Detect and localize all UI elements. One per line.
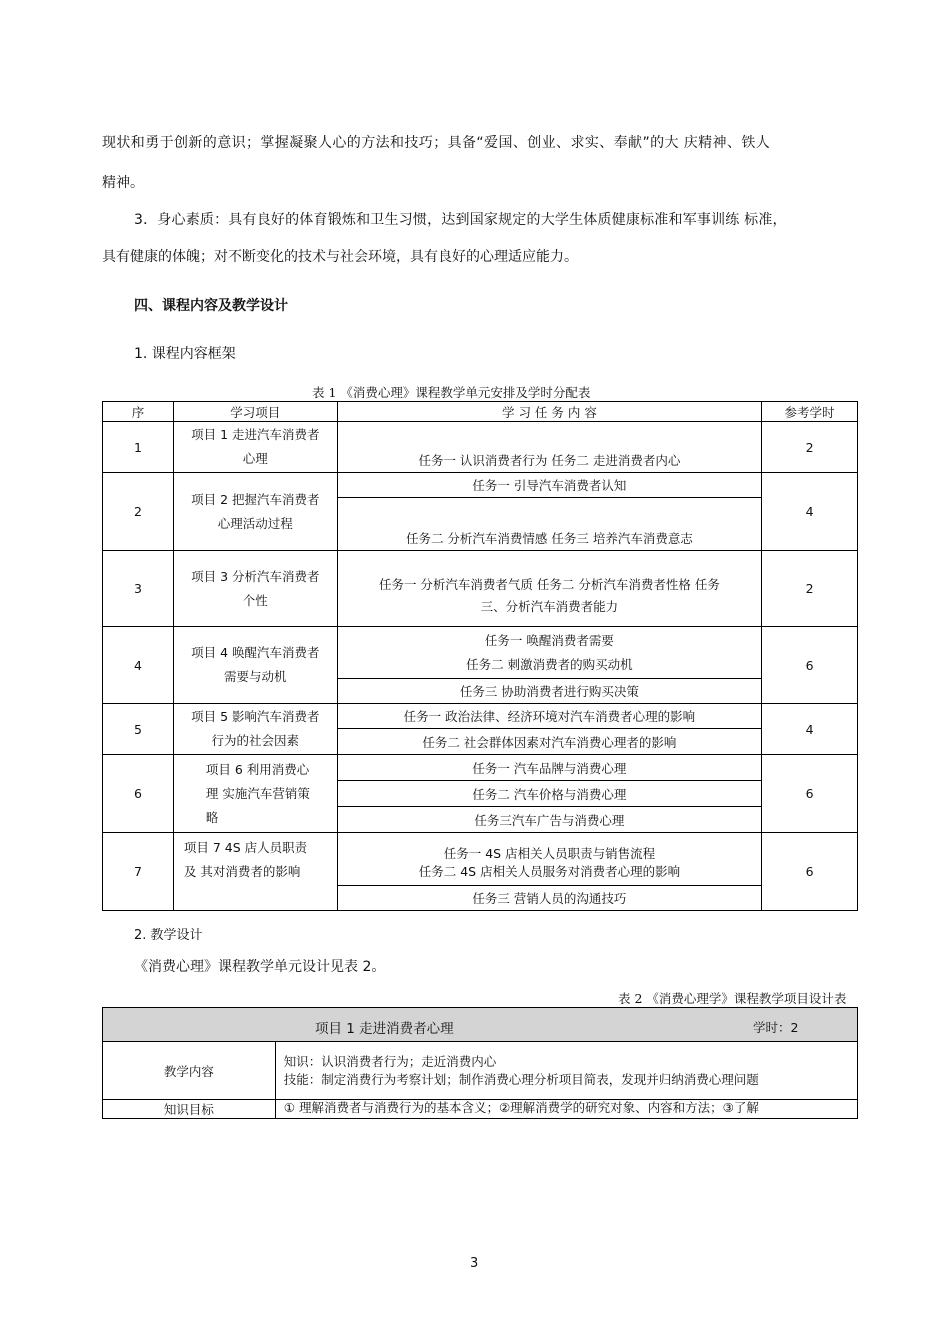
paragraph-line: 《消费心理》课程教学单元设计见表 2。	[134, 959, 386, 975]
project-cell	[173, 833, 337, 911]
project-line: 理 实施汽车营销策	[205, 785, 310, 801]
row-label: 知识目标	[103, 1100, 276, 1119]
table-caption: 表 1 《消费心理》课程教学单元安排及学时分配表	[312, 385, 591, 400]
task-cell: 任务二 汽车价格与消费心理	[337, 781, 761, 807]
hours-cell: 6	[762, 833, 858, 911]
project-line: 心理活动过程	[217, 515, 293, 531]
task-text: 任务二 刺激消费者的购买动机	[466, 656, 633, 672]
project-line: 心理	[242, 451, 268, 466]
paragraph-line: 现状和勇于创新的意识；掌握凝聚人心的方法和技巧；具备“爱国、创业、求实、奉献”的大 庆精神、铁人	[102, 135, 771, 151]
page-number: 3	[470, 1256, 479, 1271]
row-number: 7	[103, 833, 174, 911]
paragraph-line: 精神。	[102, 175, 144, 191]
task-text: 任务一 唤醒消费者需要	[484, 632, 614, 648]
paragraph-line: 具有健康的体魄；对不断变化的技术与社会环境，具有良好的心理适应能力。	[102, 249, 578, 265]
table-row	[103, 551, 858, 627]
row-number: 1	[103, 422, 174, 473]
subsection-heading: 1. 课程内容框架	[134, 346, 236, 362]
project-title: 项目 1 走进消费者心理	[315, 1021, 454, 1037]
table-header-row	[103, 402, 858, 422]
task-cell: 任务一 引导汽车消费者认知	[337, 473, 761, 498]
row-number: 4	[103, 627, 174, 704]
table-header-cell: 参考学时	[762, 402, 858, 422]
section-heading: 四、课程内容及教学设计	[134, 298, 288, 314]
table-row	[103, 627, 858, 679]
task-cell	[337, 627, 761, 679]
project-line: 个性	[242, 592, 268, 608]
paragraph-line: 3．身心素质：具有良好的体育锻炼和卫生习惯，达到国家规定的大学生体质健康标准和军事训练 标准，	[134, 212, 787, 228]
hours-cell: 2	[762, 422, 858, 473]
table-title-cell	[103, 1008, 858, 1042]
task-cell: 任务一 汽车品牌与消费心理	[337, 755, 761, 781]
task-text: 三、分析汽车消费者能力	[480, 598, 619, 614]
subsection-heading: 2. 教学设计	[134, 928, 203, 943]
content-line: 技能：制定消费行为考察计划；制作消费心理分析项目简表，发现并归纳消费心理问题	[283, 1071, 759, 1087]
table-row	[103, 1042, 858, 1100]
table-row	[103, 473, 858, 498]
task-cell	[337, 551, 761, 627]
hours-cell: 2	[762, 551, 858, 627]
project-line: 及 其对消费者的影响	[183, 864, 301, 879]
project-design-table	[102, 1007, 858, 1119]
row-content: ① 理解消费者与消费行为的基本含义；②理解消费学的研究对象、内容和方法；③了解	[275, 1100, 857, 1119]
row-content	[275, 1042, 857, 1100]
task-text: 任务一 分析汽车消费者气质 任务二 分析汽车消费者性格 任务	[378, 576, 720, 592]
table-header-cell: 学习项目	[173, 402, 337, 422]
hours-cell: 6	[762, 755, 858, 833]
project-line: 项目 1 走进汽车消费者	[191, 427, 320, 442]
task-cell: 任务三 协助消费者进行购买决策	[337, 679, 761, 704]
task-cell	[337, 422, 761, 473]
row-number: 3	[103, 551, 174, 627]
table-caption: 表 2 《消费心理学》课程教学项目设计表	[618, 991, 847, 1006]
table-row	[103, 833, 858, 886]
content-line: 知识：认识消费者行为；走近消费内心	[283, 1053, 497, 1069]
project-cell	[173, 551, 337, 627]
hours-cell: 4	[762, 473, 858, 551]
row-number: 2	[103, 473, 174, 551]
task-cell: 任务二 社会群体因素对汽车消费心理者的影响	[337, 729, 761, 755]
project-line: 项目 2 把握汽车消费者	[191, 491, 320, 507]
row-label: 教学内容	[103, 1042, 276, 1100]
project-line: 项目 5 影响汽车消费者	[191, 709, 320, 724]
project-cell	[173, 704, 337, 755]
task-text: 任务一 4S 店相关人员职责与销售流程	[443, 846, 656, 861]
task-cell: 任务二 分析汽车消费情感 任务三 培养汽车消费意志	[337, 498, 761, 551]
project-line: 项目 6 利用消费心	[205, 761, 310, 777]
task-text: 任务一 认识消费者行为 任务二 走进消费者内心	[418, 453, 681, 468]
task-cell	[337, 833, 761, 886]
table-row	[103, 1100, 858, 1119]
table-header-cell: 学 习 任 务 内 容	[337, 402, 761, 422]
project-cell	[173, 422, 337, 473]
project-line: 项目 3 分析汽车消费者	[191, 568, 320, 584]
hours-cell: 4	[762, 704, 858, 755]
row-number: 5	[103, 704, 174, 755]
project-line: 行为的社会因素	[211, 733, 300, 748]
course-unit-table	[102, 401, 858, 911]
project-cell	[173, 627, 337, 704]
task-cell: 任务三 营销人员的沟通技巧	[337, 886, 761, 911]
project-line: 项目 7 4S 店人员职责	[183, 840, 308, 855]
project-line: 略	[205, 809, 219, 825]
task-cell: 任务三汽车广告与消费心理	[337, 807, 761, 833]
project-line: 需要与动机	[224, 669, 287, 684]
project-cell	[173, 473, 337, 551]
project-line: 项目 4 唤醒汽车消费者	[191, 645, 320, 660]
hours-cell: 6	[762, 627, 858, 704]
task-text: 任务二 4S 店相关人员服务对消费者心理的影响	[418, 864, 681, 879]
task-cell: 任务一 政治法律、经济环境对汽车消费者心理的影响	[337, 704, 761, 729]
table-header-cell: 序	[103, 402, 174, 422]
project-hours: 学时：2	[753, 1020, 799, 1035]
row-number: 6	[103, 755, 174, 833]
project-cell	[173, 755, 337, 833]
table-row	[103, 704, 858, 729]
table-row	[103, 422, 858, 473]
table-title-row	[103, 1008, 858, 1042]
table-row	[103, 755, 858, 781]
